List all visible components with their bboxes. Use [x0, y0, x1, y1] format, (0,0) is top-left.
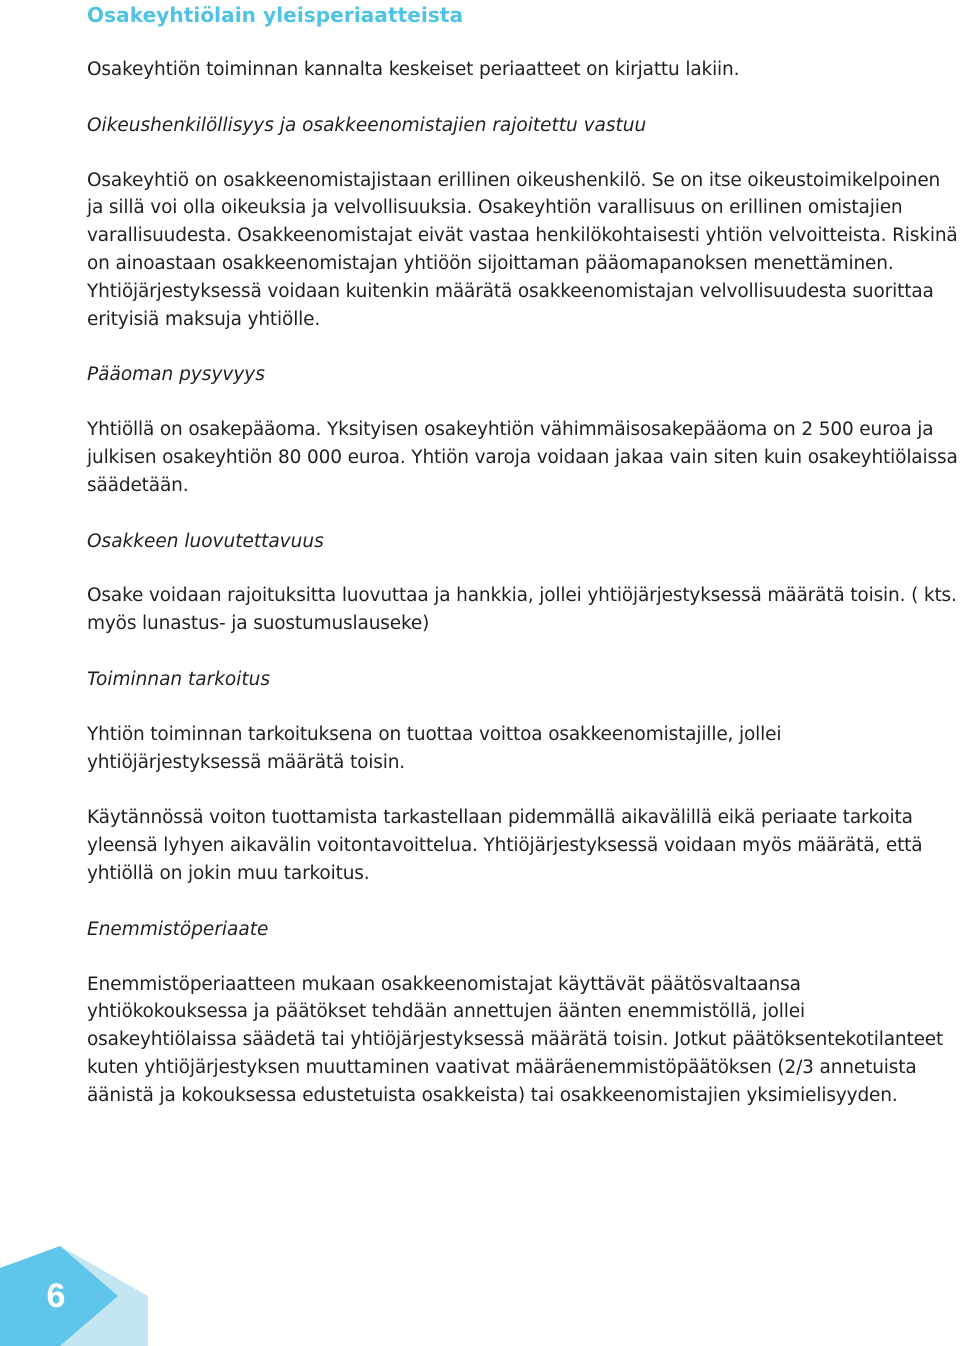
section-paragraph: Enemmistöperiaatteen mukaan osakkeenomistajat käyttävät päätösvaltaansa yhtiökokouksessa ja päätökset tehdään annettujen äänten enemmistöllä, jollei osakeyhtiölaissa säädetä tai yhtiöjärjestyksessä määrätä toisin. Jotkut päätöksentekotilanteet kuten yhtiöjärjestyksen muuttaminen vaativat määräenemmistöpäätöksen (2/3 annetuista äänistä ja kokouksessa edustetuista osakkeista) tai osakkeenomistajien yksimielisyyden.	[87, 973, 944, 1106]
intro-paragraph: Osakeyhtiön toiminnan kannalta keskeiset periaatteet on kirjattu lakiin.	[87, 59, 740, 80]
section-heading: Enemmistöperiaate	[87, 918, 269, 940]
section-paragraph: Yhtiöllä on osakepääoma. Yksityisen osakeyhtiön vähimmäisosakepääoma on 2 500 euroa ja julkisen osakeyhtiön 80 000 euroa. Yhtiön varoja voidaan jakaa vain siten kuin osakeyhtiölaissa säädetään.	[87, 419, 958, 496]
section-paragraph: Yhtiön toiminnan tarkoituksena on tuottaa voittoa osakkeenomistajille, jollei yhtiöjärjestyksessä määrätä toisin.	[87, 723, 782, 773]
section-capital-permanence	[87, 361, 959, 499]
section-paragraph: Käytännössä voiton tuottamista tarkastellaan pidemmällä aikavälillä eikä periaate tarkoita yleensä lyhyen aikavälin voitontavoittelua. Yhtiöjärjestyksessä voidaan myös määrätä, että yhtiöllä on jokin muu tarkoitus.	[87, 807, 923, 884]
section-heading: Oikeushenkilöllisyys ja osakkeenomistajien rajoitettu vastuu	[87, 114, 647, 136]
section-heading: Toiminnan tarkoitus	[87, 668, 271, 690]
document-page	[87, 0, 959, 1110]
section-paragraph: Osake voidaan rajoituksitta luovuttaa ja hankkia, jollei yhtiöjärjestyksessä määrätä toisin. ( kts. myös lunastus- ja suostumuslauseke)	[87, 585, 957, 635]
document-title: Osakeyhtiölain yleisperiaatteista	[87, 3, 464, 27]
section-paragraph: Osakeyhtiö on osakkeenomistajistaan erillinen oikeushenkilö. Se on itse oikeustoimikelpoinen ja sillä voi olla oikeuksia ja velvollisuuksia. Osakeyhtiön varallisuus on erillinen omistajien varallisuudesta. Osakkeenomistajat eivät vastaa henkilökohtaisesti yhtiön velvoitteista. Riskinä on ainoastaan osakkeenomistajan yhtiöön sijoittaman pääomapanoksen menettäminen. Yhtiöjärjestyksessä voidaan kuitenkin määrätä osakkeenomistajan velvollisuudesta suorittaa erityisiä maksuja yhtiölle.	[87, 169, 958, 330]
section-heading: Pääoman pysyvyys	[87, 364, 265, 386]
page-number: 6	[46, 1277, 66, 1315]
section-purpose	[87, 666, 959, 888]
section-share-transferability	[87, 528, 959, 638]
section-majority-principle	[87, 916, 959, 1110]
section-heading: Osakkeen luovutettavuus	[87, 530, 324, 552]
section-legal-personality	[87, 112, 959, 334]
